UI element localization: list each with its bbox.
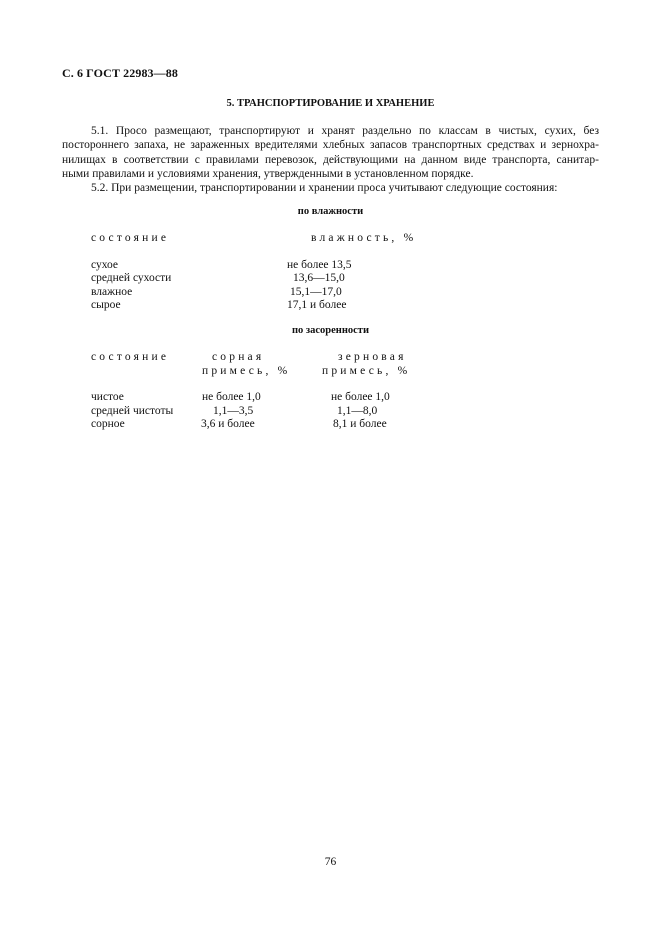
paragraph-line: 5.2. При размещении, транспортировании и хранении проса учитывают следующие состояния: bbox=[91, 182, 558, 194]
impurity-row-state: чистое bbox=[91, 391, 124, 403]
moisture-row-state: влажное bbox=[91, 286, 133, 298]
moisture-col-value: влажность, % bbox=[311, 232, 417, 244]
impurity-row-grain: не более 1,0 bbox=[331, 391, 390, 403]
moisture-col-state: состояние bbox=[91, 232, 170, 244]
impurity-row-grain: 8,1 и более bbox=[333, 418, 387, 430]
paragraph-line: ными правилами и условиями хранения, утвержденными в установленном порядке. bbox=[62, 167, 474, 180]
impurity-row-weed: 1,1—3,5 bbox=[213, 405, 254, 417]
moisture-row-value: 13,6—15,0 bbox=[293, 272, 345, 284]
impurity-col-weed: сорная bbox=[212, 351, 265, 363]
moisture-row-value: не более 13,5 bbox=[287, 259, 352, 271]
paragraph-line: 5.1. Просо размещают, транспортируют и хранят раздельно по классам в чистых, сухих, без bbox=[91, 125, 599, 137]
moisture-row-value: 15,1—17,0 bbox=[290, 286, 342, 298]
paragraph-5-2 bbox=[62, 181, 599, 195]
impurity-col-grain-unit: примесь, % bbox=[322, 365, 411, 377]
section-title: 5. ТРАНСПОРТИРОВАНИЕ И ХРАНЕНИЕ bbox=[226, 98, 435, 109]
paragraph-line: нилищах в соответствии с правилами перевозок, действующими на данном виде транспорта, санитар- bbox=[62, 153, 599, 166]
moisture-subhead: по влажности bbox=[297, 206, 364, 217]
impurity-row-state: средней чистоты bbox=[91, 405, 174, 417]
moisture-row-state: сырое bbox=[91, 299, 121, 311]
moisture-row-value: 17,1 и более bbox=[287, 299, 347, 311]
page-header: С. 6 ГОСТ 22983—88 bbox=[62, 66, 178, 80]
paragraph-line: постороннего запаха, не зараженных вредителями хлебных запасов транспортных средствах и зернохра- bbox=[62, 139, 599, 152]
impurity-row-weed: не более 1,0 bbox=[202, 391, 261, 403]
impurity-subhead: по засоренности bbox=[291, 325, 370, 336]
impurity-col-state: состояние bbox=[91, 351, 170, 363]
impurity-col-grain: зерновая bbox=[338, 351, 407, 363]
page-number: 76 bbox=[324, 856, 337, 868]
impurity-row-weed: 3,6 и более bbox=[201, 418, 255, 430]
impurity-row-state: сорное bbox=[91, 418, 125, 430]
moisture-row-state: сухое bbox=[91, 259, 119, 271]
impurity-col-weed-unit: примесь, % bbox=[202, 365, 291, 377]
impurity-row-grain: 1,1—8,0 bbox=[337, 405, 378, 417]
moisture-row-state: средней сухости bbox=[91, 272, 172, 284]
paragraph-5-1 bbox=[62, 124, 599, 181]
